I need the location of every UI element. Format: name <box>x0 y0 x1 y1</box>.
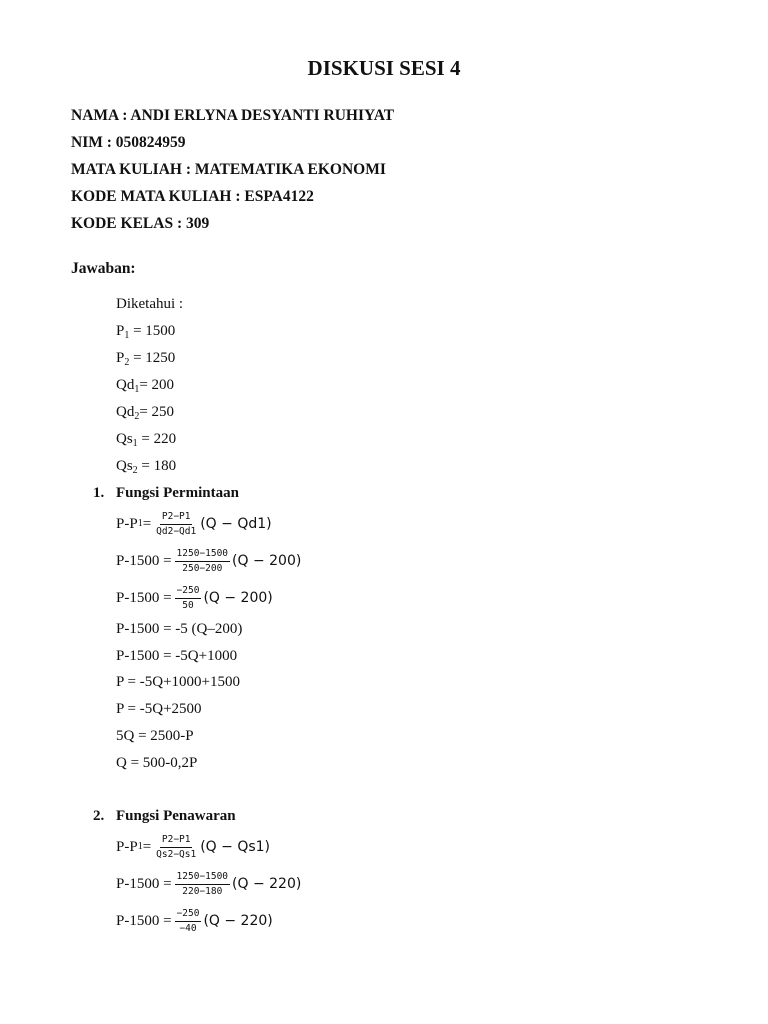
section-1-title: Fungsi Permintaan <box>116 485 239 501</box>
demand-sub-fraction: $\frac{1250-1500}{250-200}$ <box>176 548 229 574</box>
student-name: NAMA : ANDI ERLYNA DESYANTI RUHIYAT <box>71 107 395 124</box>
answer-label: Jawaban: <box>71 260 136 277</box>
supply-sub-fraction: $\frac{1250-1500}{220-180}$ <box>176 871 229 897</box>
supply-substitution: P-1500 = $\frac{1250-1500}{220-180}$ (Q − 220) <box>116 871 302 897</box>
demand-substitution: P-1500 = $\frac{1250-1500}{250-200}$ (Q − 200) <box>116 548 302 574</box>
section-2-title: Fungsi Penawaran <box>116 808 236 824</box>
known-item-qd1: $Qd_1= 200$ <box>116 377 175 395</box>
supply-simplified-fraction: $\frac{-250}{-40}$ <box>176 908 200 934</box>
demand-step-5: 5Q = 2500-P <box>116 728 194 744</box>
known-item-p1: $P_1 = 1500$ <box>116 323 176 341</box>
demand-step-3: P = -5Q+1000+1500 <box>116 674 240 690</box>
known-item-qs1: $Qs_1 = 220$ <box>116 431 177 449</box>
demand-simplified: P-1500 = $\frac{-250}{50}$ (Q − 200) <box>116 585 273 611</box>
student-nim: NIM : 050824959 <box>71 134 186 151</box>
demand-step-2: P-1500 = -5Q+1000 <box>116 648 238 664</box>
known-item-p2: $P_2 = 1250$ <box>116 350 176 368</box>
document-title: DISKUSI SESI 4 <box>307 56 461 80</box>
supply-simplified: P-1500 = $\frac{-250}{-40}$ (Q − 220) <box>116 908 273 934</box>
demand-simplified-fraction: $\frac{-250}{50}$ <box>176 585 200 611</box>
demand-step-1: P-1500 = -5 (Q–200) <box>116 621 243 637</box>
section-1-number: 1. <box>93 485 105 501</box>
demand-formula: P-P 1 = $\frac{P2-P1}{Qd2-Qd1}$ (Q − Qd1) <box>116 511 272 537</box>
demand-step-4: P = -5Q+2500 <box>116 701 202 717</box>
supply-fraction: $\frac{P2-P1}{Qs2-Qs1}$ <box>156 834 197 860</box>
demand-fraction: $\frac{P2-P1}{Qd2-Qd1}$ <box>156 511 197 537</box>
class-code: KODE KELAS : 309 <box>71 215 210 232</box>
known-label: Diketahui : <box>116 296 184 312</box>
demand-result: Q = 500-0,2P <box>116 755 198 771</box>
supply-formula: P-P 1 = $\frac{P2-P1}{Qs2-Qs1}$ (Q − Qs1) <box>116 834 270 860</box>
course-code: KODE MATA KULIAH : ESPA4122 <box>71 188 314 205</box>
known-item-qs2: $Qs_2 = 180$ <box>116 458 177 476</box>
section-2-number: 2. <box>93 808 105 824</box>
course-name: MATA KULIAH : MATEMATIKA EKONOMI <box>71 161 386 178</box>
known-item-qd2: $Qd_2= 250$ <box>116 404 175 422</box>
